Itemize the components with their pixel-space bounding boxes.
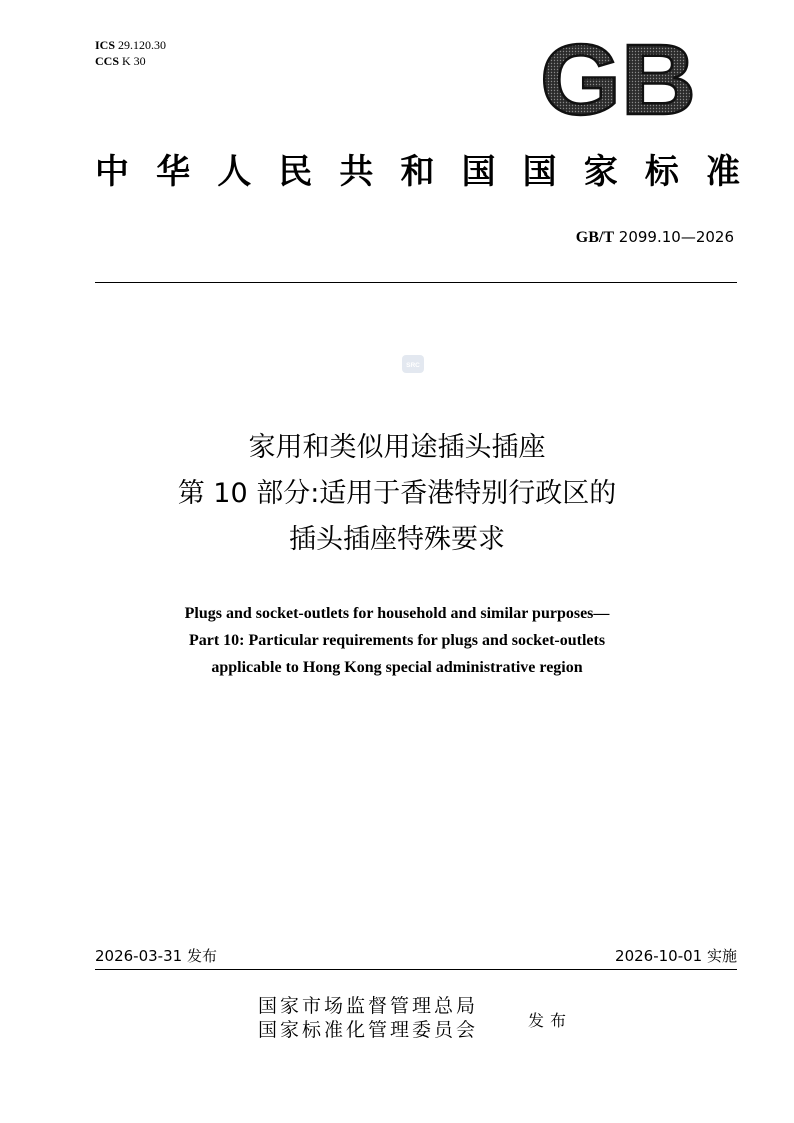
title-char: 家 [583,152,618,192]
title-char: 华 [156,152,191,192]
header-divider [95,282,737,283]
publishing-organizations [258,994,478,1042]
english-title [0,600,794,681]
title-char: 标 [644,152,679,192]
ccs-label: CCS [95,54,120,68]
implementation-date: 2026-10-01 实施 [615,947,737,965]
chinese-title-line: 插头插座特殊要求 [289,524,505,555]
date-row [95,946,737,966]
footer-divider [95,969,737,970]
ccs-code [95,53,166,69]
standard-type-title [95,150,740,194]
standard-number-prefix: GB/T [575,229,615,246]
ics-label: ICS [95,38,116,52]
publisher-name: 国家标准化管理委员会 [258,1019,479,1041]
publisher-name: 国家市场监督管理总局 [258,995,479,1017]
title-char: 国 [461,152,496,192]
gb-logo [538,38,698,120]
english-title-line: applicable to Hong Kong special administrative region [211,659,583,676]
title-char: 中 [95,152,129,192]
standard-number [576,227,734,248]
gb-logo-text: GB [540,38,696,120]
chinese-title [0,425,794,563]
standard-number-value: 2099.10—2026 [618,228,734,246]
classification-codes [95,37,166,69]
ics-value: 29.120.30 [118,38,167,52]
title-char: 人 [217,152,252,192]
ics-code [95,37,166,53]
chinese-title-line: 第 10 部分:适用于香港特别行政区的 [177,478,617,509]
chinese-title-line: 家用和类似用途插头插座 [248,432,546,463]
english-title-line: Plugs and socket-outlets for household and similar purposes— [184,605,610,622]
ccs-value: K 30 [122,54,146,68]
title-char: 和 [400,152,435,192]
publish-label: 发布 [528,1011,573,1030]
src-watermark [402,355,424,373]
title-char: 共 [339,152,374,192]
title-char: 准 [705,152,740,192]
title-char: 民 [278,152,313,192]
english-title-line: Part 10: Particular requirements for plugs and socket-outlets [188,632,606,649]
watermark-text: SRC [406,362,420,369]
issue-date: 2026-03-31 发布 [95,947,217,965]
title-char: 国 [522,152,557,192]
